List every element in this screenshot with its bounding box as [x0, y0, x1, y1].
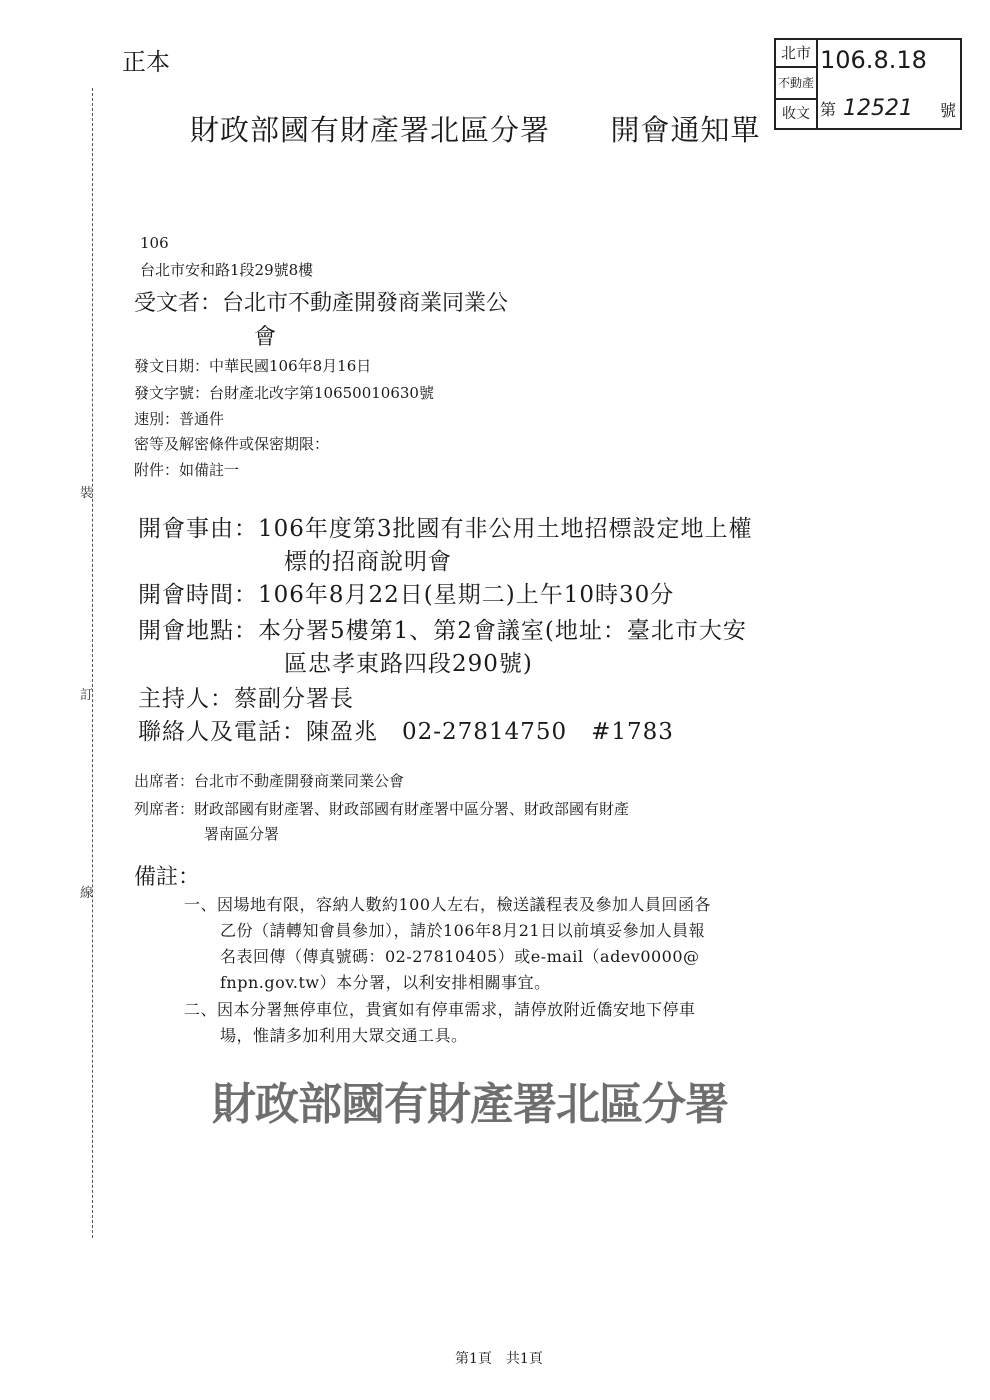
chair-person: 主持人：蔡副分署長: [138, 686, 354, 712]
contact-info: 聯絡人及電話：陳盈兆 02-27814750 #1783: [138, 719, 674, 745]
attachment: 附件：如備註一: [134, 461, 240, 479]
receipt-stamp: [774, 38, 962, 130]
official-seal: 財政部國有財產署北區分署: [212, 1079, 728, 1130]
copy-mark: 正本: [122, 48, 170, 76]
issue-date: 發文日期：中華民國106年8月16日: [134, 357, 372, 375]
document-title: [190, 108, 760, 149]
speed-class: 速別：普通件: [134, 410, 225, 428]
binding-line: [92, 88, 93, 1238]
meeting-reason-line1: 開會事由：106年度第3批國有非公用土地招標設定地上權: [138, 516, 753, 542]
stamp-number-suffix: 號: [939, 101, 956, 120]
remark1-line2: 乙份（請轉知會員參加），請於106年8月21日以前填妥參加人員報: [220, 921, 706, 940]
meeting-reason-line2: 標的招商說明會: [284, 549, 452, 575]
address: 台北市安和路1段29號8樓: [140, 261, 314, 279]
meeting-place-line1: 開會地點：本分署5樓第1、第2會議室(地址：臺北市大安: [138, 618, 747, 644]
stamp-number-row: [820, 96, 913, 121]
postal-code: 106: [140, 234, 169, 252]
title-doc: 開會通知單: [610, 113, 761, 147]
remark2-line2: 場，惟請多加利用大眾交通工具。: [220, 1026, 468, 1045]
remark2-line1: 二、因本分署無停車位，貴賓如有停車需求，請停放附近僑安地下停車: [184, 1000, 696, 1019]
observers-line2: 署南區分署: [204, 825, 280, 843]
remarks-label: 備註：: [134, 865, 201, 890]
observers-line1: 列席者：財政部國有財產署、財政部國有財產署中區分署、財政部國有財產: [134, 800, 630, 818]
remark1-line1: 一、因場地有限，容納人數約100人左右，檢送議程表及參加人員回函各: [184, 895, 712, 914]
stamp-org-bot: 收文: [776, 98, 818, 130]
stamp-date: 106.8.18: [820, 46, 927, 74]
binding-mark-ding: 訂: [80, 688, 94, 703]
stamp-number: 12521: [843, 96, 914, 121]
recipient-line2: 會: [254, 325, 277, 350]
title-org: 財政部國有財產署北區分署: [190, 113, 551, 147]
stamp-org-top: 北市: [776, 40, 818, 68]
remark1-line4: fnpn.gov.tw）本分署，以利安排相關事宜。: [220, 973, 551, 992]
stamp-number-prefix: 第: [820, 100, 837, 119]
recipient-line1: 受文者：台北市不動產開發商業同業公: [134, 291, 509, 316]
remark1-line3: 名表回傳（傳真號碼：02-27810405）或e-mail（adev0000@: [220, 947, 700, 966]
binding-mark-zhuang: 裝: [80, 486, 94, 501]
meeting-time: 開會時間：106年8月22日(星期二)上午10時30分: [138, 582, 675, 608]
page-footer: 第1頁 共1頁: [455, 1351, 543, 1367]
stamp-org-mid: 不動產: [776, 68, 818, 98]
binding-mark-xian: 線: [80, 886, 94, 901]
attendees: 出席者：台北市不動產開發商業同業公會: [134, 772, 405, 790]
meeting-place-line2: 區忠孝東路四段290號): [284, 651, 533, 677]
secrecy-level: 密等及解密條件或保密期限：: [134, 435, 330, 453]
issue-number: 發文字號：台財產北改字第10650010630號: [134, 384, 434, 402]
